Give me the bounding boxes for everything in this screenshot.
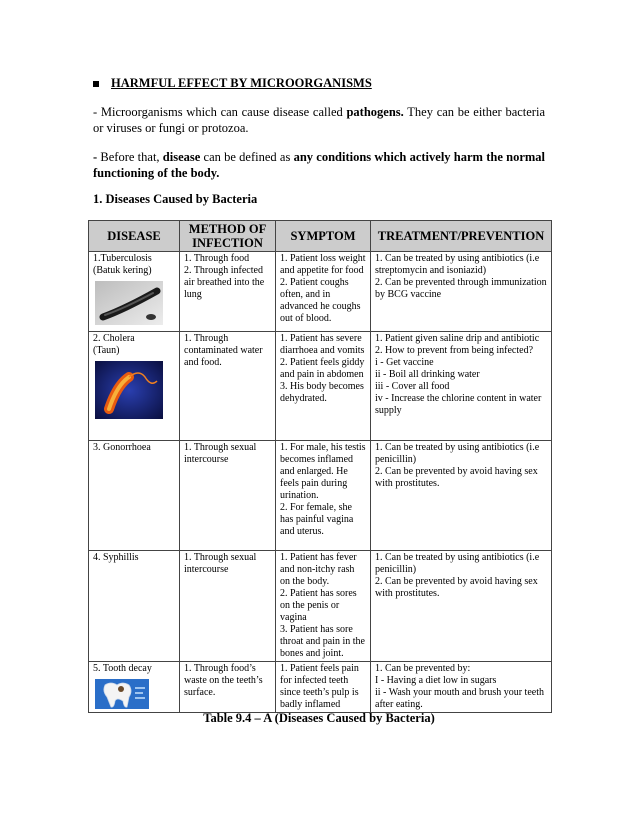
cell-symptom — [276, 441, 371, 551]
para2-bold-definition: any conditions which actively harm the normal functioning of the body. — [93, 150, 545, 180]
table-row — [89, 332, 552, 441]
cell-method — [180, 662, 276, 713]
cell-disease — [89, 441, 180, 551]
treatment-line: I - Having a diet low in sugars — [375, 675, 497, 686]
symptom-line: 3. Patient has sore throat and pain in the bones and joint. — [280, 624, 365, 659]
treatment-line: ii - Boil all drinking water — [375, 369, 480, 380]
method-line: 1. Through contaminated water and food. — [184, 333, 263, 368]
table-row — [89, 662, 552, 713]
table-caption: Table 9.4 – A (Diseases Caused by Bacteria) — [203, 711, 435, 725]
disease-definition-paragraph — [93, 149, 545, 181]
method-line: 2. Through infected air breathed into the lung — [184, 265, 265, 300]
symptom-line: 2. Patient feels giddy and pain in abdomen — [280, 357, 365, 380]
treatment-line: i - Get vaccine — [375, 357, 434, 368]
tooth-decay-image — [95, 679, 149, 709]
para1-bold-pathogens: pathogens. — [346, 105, 404, 119]
cell-treatment — [371, 252, 552, 332]
table-row — [89, 441, 552, 551]
disease-name: 4. Syphillis — [93, 552, 139, 563]
treatment-line: 1. Can be treated by using antibiotics (i.e penicillin) — [375, 552, 540, 575]
header-disease: DISEASE — [89, 221, 180, 252]
cell-method — [180, 551, 276, 662]
bullet-icon — [93, 81, 99, 87]
disease-name: 5. Tooth decay — [93, 663, 152, 674]
cell-method — [180, 441, 276, 551]
treatment-line: 1. Patient given saline drip and antibiotic — [375, 333, 540, 344]
disease-name: 3. Gonorrhoea — [93, 442, 151, 453]
symptom-line: 2. Patient coughs often, and in advanced he coughs out of blood. — [280, 277, 361, 324]
treatment-line: 2. How to prevent from being infected? — [375, 345, 534, 356]
method-line: 1. Through sexual intercourse — [184, 442, 257, 465]
cell-method — [180, 332, 276, 441]
diseases-table — [88, 220, 552, 713]
symptom-line: 1. Patient loss weight and appetite for food — [280, 253, 366, 276]
para1-text-b: They can be either bacteria or viruses or fungi or protozoa. — [93, 105, 545, 135]
cell-treatment — [371, 551, 552, 662]
table-header-row — [89, 221, 552, 252]
symptom-line: 2. Patient has sores on the penis or vagina — [280, 588, 357, 623]
para2-dash: - — [93, 150, 98, 164]
treatment-line: 1. Can be treated by using antibiotics (i.e penicillin) — [375, 442, 540, 465]
cell-disease — [89, 662, 180, 713]
treatment-line: iv - Increase the chlorine content in water supply — [375, 393, 542, 416]
para2-bold-disease: disease — [162, 150, 201, 164]
symptom-line: 2. For female, she has painful vagina and uterus. — [280, 502, 354, 537]
header-symptom: SYMPTOM — [276, 221, 371, 252]
disease-name: 2. Cholera — [93, 333, 135, 344]
para1-text-a: - Microorganisms which can cause disease called — [93, 105, 347, 119]
method-line: 1. Through food — [184, 253, 250, 264]
cell-method — [180, 252, 276, 332]
heading-text: HARMFUL EFFECT BY MICROORGANISMS — [111, 76, 372, 90]
table-row — [89, 252, 552, 332]
cell-symptom — [276, 252, 371, 332]
disease-local-name: (Taun) — [93, 345, 120, 356]
treatment-line: 2. Can be prevented by avoid having sex with prostitutes. — [375, 576, 538, 599]
disease-name: 1.Tuberculosis — [93, 253, 152, 264]
para2-text-a: Before that, — [97, 150, 163, 164]
disease-local-name: (Batuk kering) — [93, 265, 152, 276]
symptom-line: 3. His body becomes dehydrated. — [280, 381, 364, 404]
cell-symptom — [276, 551, 371, 662]
tuberculosis-bacteria-image — [95, 281, 163, 325]
treatment-line: iii - Cover all food — [375, 381, 450, 392]
symptom-line: 1. Patient has fever and non-itchy rash on the body. — [280, 552, 357, 587]
treatment-line: 1. Can be treated by using antibiotics (i.e streptomycin and isoniazid) — [375, 253, 540, 276]
para2-text-b: can be defined as — [200, 150, 294, 164]
method-line: 1. Through sexual intercourse — [184, 552, 257, 575]
header-method: METHOD OF INFECTION — [180, 221, 276, 252]
cell-disease — [89, 551, 180, 662]
treatment-line: 2. Can be prevented by avoid having sex with prostitutes. — [375, 466, 538, 489]
pathogen-paragraph — [93, 104, 545, 136]
cell-treatment — [371, 332, 552, 441]
symptom-line: 1. For male, his testis becomes inflamed and enlarged. He feels pain during urination. — [280, 442, 366, 501]
cell-treatment — [371, 441, 552, 551]
treatment-line: ii - Wash your mouth and brush your teeth after eating. — [375, 687, 544, 710]
cholera-bacteria-image — [95, 361, 163, 419]
symptom-line: 1. Patient feels pain for infected teeth since teeth’s pulp is badly inflamed — [280, 663, 359, 710]
cell-symptom — [276, 332, 371, 441]
section-heading — [93, 76, 372, 91]
cell-disease — [89, 252, 180, 332]
header-treatment: TREATMENT/PREVENTION — [371, 221, 552, 252]
symptom-line: 1. Patient has severe diarrhoea and vomits — [280, 333, 365, 356]
cell-disease — [89, 332, 180, 441]
method-line: 1. Through food’s waste on the teeth’s surface. — [184, 663, 263, 698]
section-title: 1. Diseases Caused by Bacteria — [93, 192, 258, 206]
cell-treatment — [371, 662, 552, 713]
treatment-line: 1. Can be prevented by: — [375, 663, 471, 674]
treatment-line: 2. Can be prevented through immunization by BCG vaccine — [375, 277, 547, 300]
table-row — [89, 551, 552, 662]
cell-symptom — [276, 662, 371, 713]
